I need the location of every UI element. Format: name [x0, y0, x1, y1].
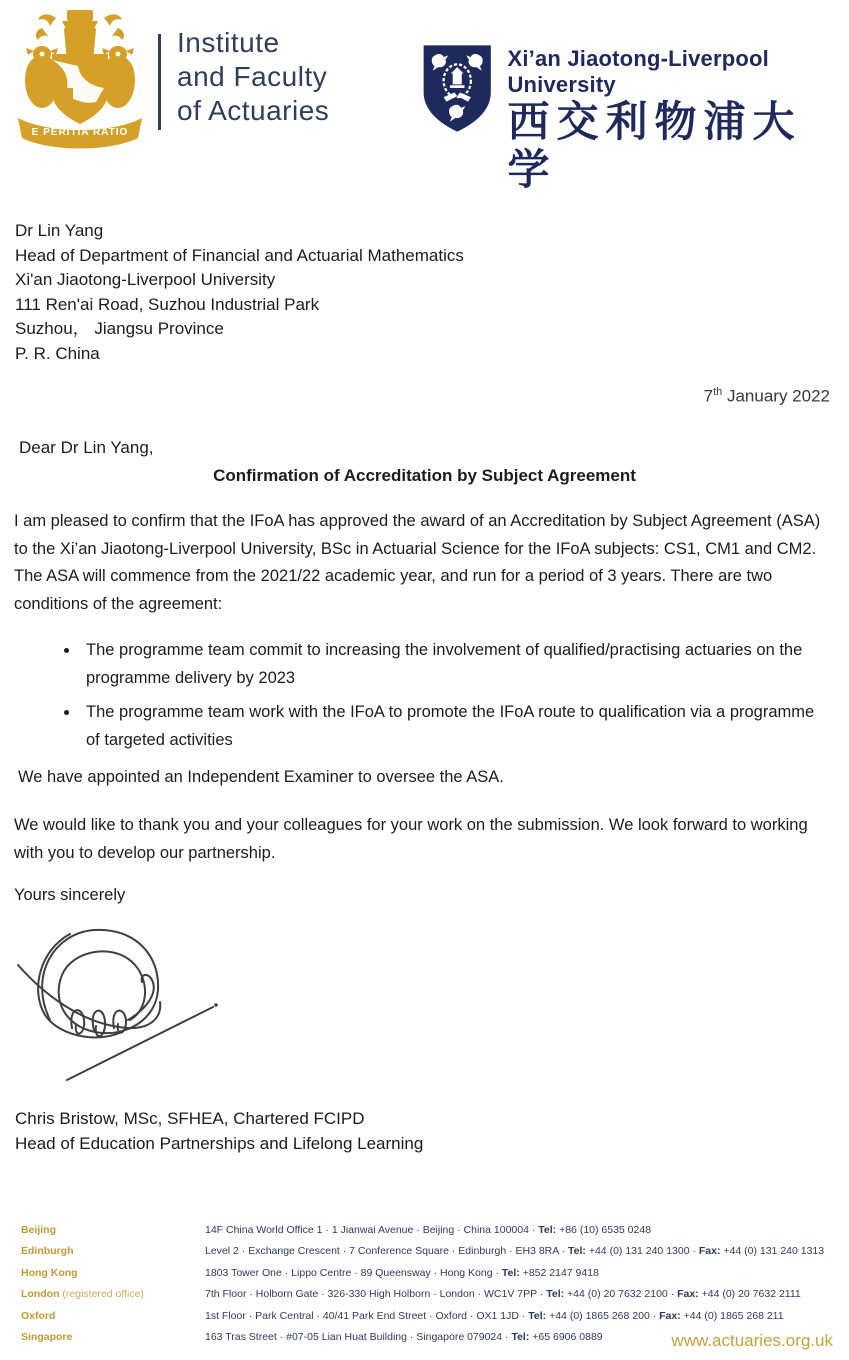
letterhead — [0, 6, 849, 195]
office-address — [205, 1306, 784, 1327]
office-name: Beijing — [21, 1224, 57, 1236]
condition-item-1: • The programme team commit to increasing the involvement of qualified/practising actuaries on the programme delivery by 2023 — [80, 637, 824, 692]
recipient-name: Dr Lin Yang — [15, 221, 104, 240]
office-address — [205, 1284, 801, 1305]
office-address — [205, 1263, 599, 1284]
tel-label: Tel: — [546, 1288, 565, 1301]
footer-row-edinburgh — [21, 1241, 836, 1262]
fax-number: +44 (0) 1865 268 211 — [680, 1309, 784, 1322]
subject-line: Confirmation of Accreditation by Subject Agreement — [213, 466, 636, 485]
ifoa-motto: E PERITIA RATIO — [31, 127, 129, 138]
office-address — [205, 1241, 824, 1262]
fax-label: Fax: — [698, 1245, 721, 1258]
xjtlu-logo — [420, 38, 849, 195]
recipient-city: Suzhou， Jiangsu Province — [15, 319, 224, 338]
closing: Yours sincerely — [14, 886, 126, 904]
office-footer — [21, 1220, 836, 1348]
tel-label: Tel: — [501, 1266, 520, 1279]
office-note: (registered office) — [59, 1288, 144, 1301]
recipient-role: Head of Department of Financial and Actuarial Mathematics — [15, 245, 464, 265]
fax-label: Fax: — [677, 1288, 699, 1301]
ifoa-wordmark-line2: and Faculty — [177, 61, 328, 92]
office-name: London — [21, 1288, 60, 1301]
paragraph-thanks: We would like to thank you and your colleagues for your work on the submission. We look forward to working with you to develop our partnership. — [14, 816, 808, 862]
tel-label: Tel: — [568, 1245, 586, 1258]
office-address — [205, 1220, 651, 1241]
tel-label: Tel: — [538, 1224, 557, 1236]
office-street: 7th Floor · Holborn Gate · 326-330 High Holborn · London · WC1V 7PP · — [205, 1288, 547, 1301]
office-name: Hong Kong — [21, 1266, 78, 1279]
fax-number: +44 (0) 20 7632 2111 — [698, 1288, 801, 1301]
footer-row-london — [21, 1284, 836, 1305]
conditions-list — [14, 637, 824, 761]
tel-label: Tel: — [528, 1309, 547, 1322]
tel-number: +852 2147 9418 — [519, 1266, 599, 1279]
office-name: Edinburgh — [21, 1245, 74, 1258]
footer-row-hong-kong — [21, 1263, 836, 1284]
tel-number: +44 (0) 20 7632 2100 · — [564, 1288, 678, 1301]
tel-number: +86 (10) 6535 0248 — [556, 1224, 652, 1236]
office-street: 163 Tras Street · #07-05 Lian Huat Building · Singapore 079024 · — [205, 1331, 512, 1344]
office-street: 1803 Tower One · Lippo Centre · 89 Queensway · Hong Kong · — [205, 1266, 502, 1279]
date-month-year: January 2022 — [722, 386, 830, 406]
signer-name: Chris Bristow, MSc, SFHEA, Chartered FCIPD — [15, 1109, 365, 1128]
office-street: Level 2 · Exchange Crescent · 7 Conference Square · Edinburgh · EH3 8RA · — [205, 1245, 569, 1258]
signature-block — [10, 920, 230, 1095]
tel-number: +65 6906 0889 — [529, 1331, 603, 1344]
office-street: 1st Floor · Park Central · 40/41 Park End Street · Oxford · OX1 1JD · — [205, 1309, 529, 1322]
tel-number: +44 (0) 131 240 1300 · — [585, 1245, 699, 1258]
website-link[interactable]: www.actuaries.org.uk — [671, 1331, 833, 1350]
logo-divider — [158, 34, 161, 130]
xjtlu-shield-icon — [420, 38, 494, 138]
recipient-street: 111 Ren'ai Road, Suzhou Industrial Park — [15, 294, 320, 314]
office-address — [205, 1327, 603, 1348]
office-name: Oxford — [21, 1309, 56, 1322]
footer-row-oxford — [21, 1306, 836, 1327]
signer-block — [15, 1106, 423, 1156]
signer-title: Head of Education Partnerships and Lifelong Learning — [15, 1134, 424, 1153]
date-day: 7 — [703, 386, 714, 406]
office-name: Singapore — [21, 1331, 73, 1344]
footer-row-beijing — [21, 1220, 836, 1241]
handwritten-signature-icon — [10, 920, 230, 1090]
xjtlu-name-english: Xi’an Jiaotong-Liverpool University — [507, 46, 769, 97]
recipient-org: Xi'an Jiaotong-Liverpool University — [15, 270, 276, 289]
recipient-address — [15, 219, 464, 366]
fax-label: Fax: — [659, 1309, 681, 1322]
ifoa-crest-icon — [12, 6, 148, 150]
recipient-country: P. R. China — [15, 343, 100, 363]
condition-item-2: • The programme team work with the IFoA to promote the IFoA route to qualification via a programme of targeted activities — [80, 699, 824, 754]
tel-label: Tel: — [511, 1331, 530, 1344]
paragraph-examiner: We have appointed an Independent Examiner to oversee the ASA. — [18, 768, 504, 786]
letter-date — [704, 386, 830, 407]
ifoa-wordmark-line1: Institute — [177, 27, 280, 58]
tel-number: +44 (0) 1865 268 200 · — [546, 1309, 660, 1322]
xjtlu-name-chinese: 西交利物浦大学 — [507, 97, 802, 195]
xjtlu-wordmark — [507, 46, 849, 195]
ifoa-wordmark — [177, 26, 329, 128]
ifoa-logo — [12, 6, 329, 150]
salutation: Dear Dr Lin Yang, — [19, 438, 154, 457]
office-street: 14F China World Office 1 · 1 Jianwai Avenue · Beijing · China 100004 · — [205, 1224, 539, 1236]
ifoa-wordmark-line3: of Actuaries — [177, 95, 330, 126]
paragraph-intro: I am pleased to confirm that the IFoA has approved the award of an Accreditation by Subject Agreement (ASA) to the Xi’an Jiaotong-Liverpool University, BSc in Actuarial Science for the IFoA subjects: CS1, CM1 and CM2. The ASA will commence from the 2021/22 academic year, and run for a period of 3 years. There are two conditions of the agreement: — [14, 512, 821, 613]
date-ordinal-suffix: th — [713, 386, 723, 398]
fax-number: +44 (0) 131 240 1313 — [720, 1245, 825, 1258]
